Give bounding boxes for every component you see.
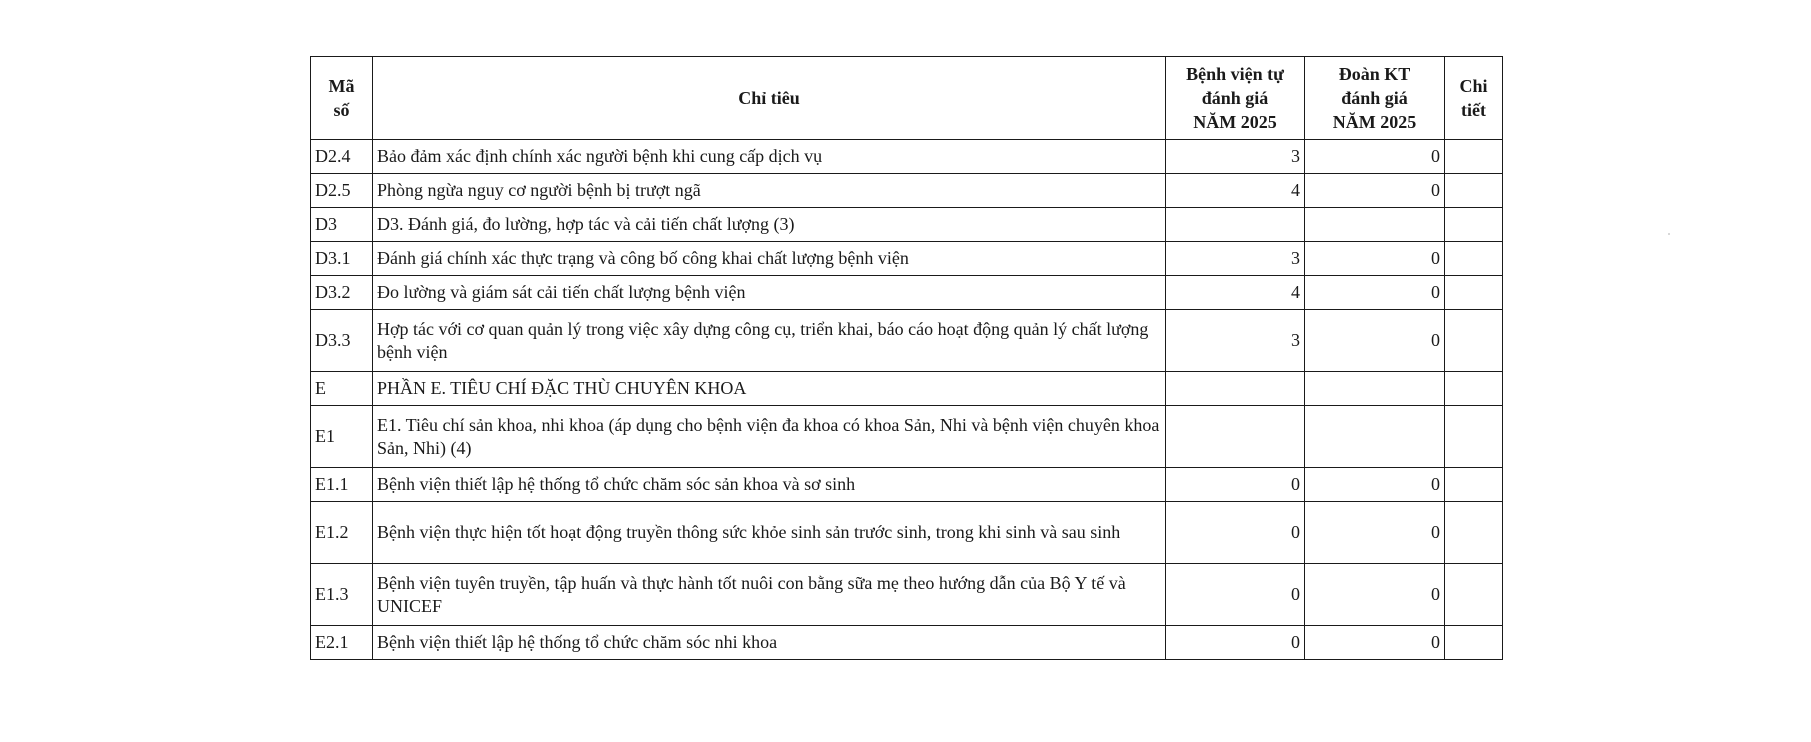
row-detail xyxy=(1445,276,1503,310)
row-code: E1.3 xyxy=(311,564,373,626)
row-name: Bệnh viện thiết lập hệ thống tổ chức chăm sóc sản khoa và sơ sinh xyxy=(373,468,1166,502)
header-detail: Chi tiết xyxy=(1445,57,1503,140)
row-self-score xyxy=(1166,406,1305,468)
row-code: D2.4 xyxy=(311,140,373,174)
row-name: E1. Tiêu chí sản khoa, nhi khoa (áp dụng cho bệnh viện đa khoa có khoa Sản, Nhi và bệnh viện chuyên khoa Sản, Nhi) (4) xyxy=(373,406,1166,468)
table-row xyxy=(311,310,1503,372)
row-name: Đo lường và giám sát cải tiến chất lượng bệnh viện xyxy=(373,276,1166,310)
row-self-score: 4 xyxy=(1166,174,1305,208)
row-team-score: 0 xyxy=(1305,140,1445,174)
row-detail xyxy=(1445,372,1503,406)
row-team-score: 0 xyxy=(1305,276,1445,310)
row-name: Bệnh viện thiết lập hệ thống tổ chức chăm sóc nhi khoa xyxy=(373,626,1166,660)
row-name: Đánh giá chính xác thực trạng và công bố công khai chất lượng bệnh viện xyxy=(373,242,1166,276)
row-detail xyxy=(1445,174,1503,208)
row-self-score xyxy=(1166,372,1305,406)
table-row xyxy=(311,242,1503,276)
row-team-score: 0 xyxy=(1305,502,1445,564)
header-row xyxy=(311,57,1503,140)
row-team-score: 0 xyxy=(1305,468,1445,502)
row-code: E1.2 xyxy=(311,502,373,564)
row-name: Bệnh viện thực hiện tốt hoạt động truyền thông sức khỏe sinh sản trước sinh, trong khi sinh và sau sinh xyxy=(373,502,1166,564)
table-row xyxy=(311,174,1503,208)
row-name: Hợp tác với cơ quan quản lý trong việc xây dựng công cụ, triển khai, báo cáo hoạt động quản lý chất lượng bệnh viện xyxy=(373,310,1166,372)
row-team-score: 0 xyxy=(1305,626,1445,660)
row-name: Bệnh viện tuyên truyền, tập huấn và thực hành tốt nuôi con bằng sữa mẹ theo hướng dẫn của Bộ Y tế và UNICEF xyxy=(373,564,1166,626)
header-name: Chỉ tiêu xyxy=(373,57,1166,140)
row-detail xyxy=(1445,406,1503,468)
row-team-score: 0 xyxy=(1305,564,1445,626)
row-team-score xyxy=(1305,208,1445,242)
row-team-score: 0 xyxy=(1305,174,1445,208)
criteria-sheet xyxy=(310,56,1503,660)
row-detail xyxy=(1445,140,1503,174)
row-self-score: 3 xyxy=(1166,242,1305,276)
table-row xyxy=(311,468,1503,502)
row-code: E1.1 xyxy=(311,468,373,502)
table-row xyxy=(311,140,1503,174)
row-self-score: 0 xyxy=(1166,626,1305,660)
row-name: D3. Đánh giá, đo lường, hợp tác và cải tiến chất lượng (3) xyxy=(373,208,1166,242)
row-name: Bảo đảm xác định chính xác người bệnh khi cung cấp dịch vụ xyxy=(373,140,1166,174)
table-row xyxy=(311,372,1503,406)
row-code: D3.2 xyxy=(311,276,373,310)
row-team-score xyxy=(1305,372,1445,406)
row-self-score: 3 xyxy=(1166,140,1305,174)
row-code: E2.1 xyxy=(311,626,373,660)
table-row xyxy=(311,564,1503,626)
row-team-score: 0 xyxy=(1305,242,1445,276)
header-code: Mã số xyxy=(311,57,373,140)
row-self-score: 4 xyxy=(1166,276,1305,310)
row-team-score: 0 xyxy=(1305,310,1445,372)
row-code: E xyxy=(311,372,373,406)
row-self-score: 0 xyxy=(1166,468,1305,502)
row-self-score: 0 xyxy=(1166,564,1305,626)
table-row xyxy=(311,208,1503,242)
criteria-table xyxy=(310,56,1503,660)
row-detail xyxy=(1445,468,1503,502)
row-self-score xyxy=(1166,208,1305,242)
header-self-assessment: Bệnh viện tự đánh giá NĂM 2025 xyxy=(1166,57,1305,140)
row-name: Phòng ngừa nguy cơ người bệnh bị trượt ngã xyxy=(373,174,1166,208)
header-team-assessment: Đoàn KT đánh giá NĂM 2025 xyxy=(1305,57,1445,140)
row-code: D3 xyxy=(311,208,373,242)
row-detail xyxy=(1445,502,1503,564)
row-self-score: 0 xyxy=(1166,502,1305,564)
row-code: D3.3 xyxy=(311,310,373,372)
row-detail xyxy=(1445,242,1503,276)
row-code: E1 xyxy=(311,406,373,468)
table-row xyxy=(311,626,1503,660)
table-row xyxy=(311,406,1503,468)
row-name: PHẦN E. TIÊU CHÍ ĐẶC THÙ CHUYÊN KHOA xyxy=(373,372,1166,406)
row-detail xyxy=(1445,208,1503,242)
row-code: D2.5 xyxy=(311,174,373,208)
table-row xyxy=(311,276,1503,310)
row-code: D3.1 xyxy=(311,242,373,276)
row-detail xyxy=(1445,564,1503,626)
row-team-score xyxy=(1305,406,1445,468)
row-detail xyxy=(1445,626,1503,660)
row-self-score: 3 xyxy=(1166,310,1305,372)
table-row xyxy=(311,502,1503,564)
row-detail xyxy=(1445,310,1503,372)
scan-speck xyxy=(1668,233,1670,235)
